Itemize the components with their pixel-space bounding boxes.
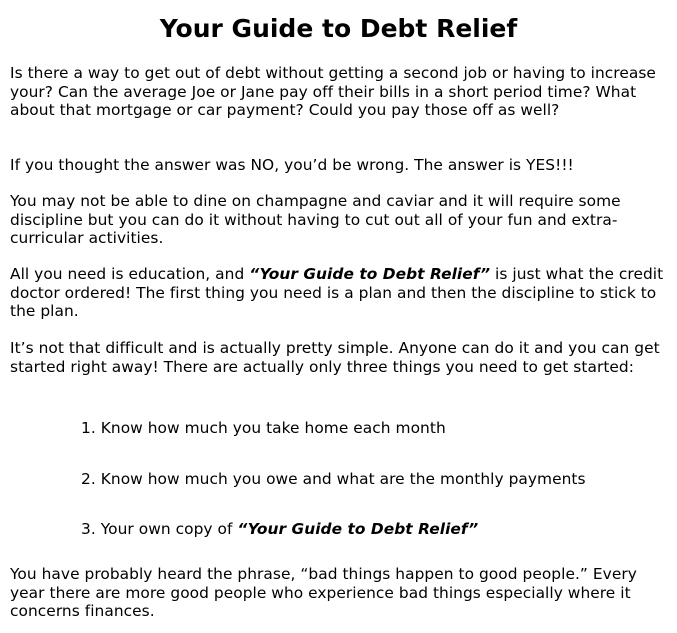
discipline-paragraph: You may not be able to dine on champagne and caviar and it will require some discipline but you can do it without having to cut out all of your fun and extra-curricular activities. [10, 192, 621, 247]
education-text-start: All you need is education, and [10, 265, 250, 283]
list-item [81, 419, 661, 438]
list-number: 1. [81, 419, 96, 437]
education-text-end: is just what the credit doctor ordered! The first thing you need is a plan and then the discipline to stick to the plan. [10, 265, 664, 320]
education-paragraph [10, 265, 670, 321]
list-item [81, 470, 661, 489]
list-number: 2. [81, 470, 96, 488]
guide-title-emphasis: “Your Guide to Debt Relief” [237, 520, 479, 538]
steps-intro-paragraph: It’s not that difficult and is actually pretty simple. Anyone can do it and you can get started right away! There are actually only three things you need to get started: [10, 339, 660, 376]
list-text: Know how much you owe and what are the monthly payments [100, 470, 586, 488]
page-title: Your Guide to Debt Relief [159, 14, 518, 43]
list-item [81, 520, 661, 539]
list-number: 3. [81, 520, 96, 538]
intro-paragraph: Is there a way to get out of debt without getting a second job or having to increase your? Can the average Joe or Jane pay off their bills in a short period time? What about that mortgage or car payment? Could you pay those off as well? [10, 64, 656, 119]
closing-paragraph: You have probably heard the phrase, “bad things happen to good people.” Every year there are more good people who experience bad things especially where it concerns finances. [10, 565, 637, 620]
list-text: Your own copy of [100, 520, 238, 538]
answer-paragraph: If you thought the answer was NO, you’d be wrong. The answer is YES!!! [10, 156, 574, 174]
list-text: Know how much you take home each month [100, 419, 446, 437]
guide-title-emphasis: “Your Guide to Debt Relief” [249, 265, 491, 283]
